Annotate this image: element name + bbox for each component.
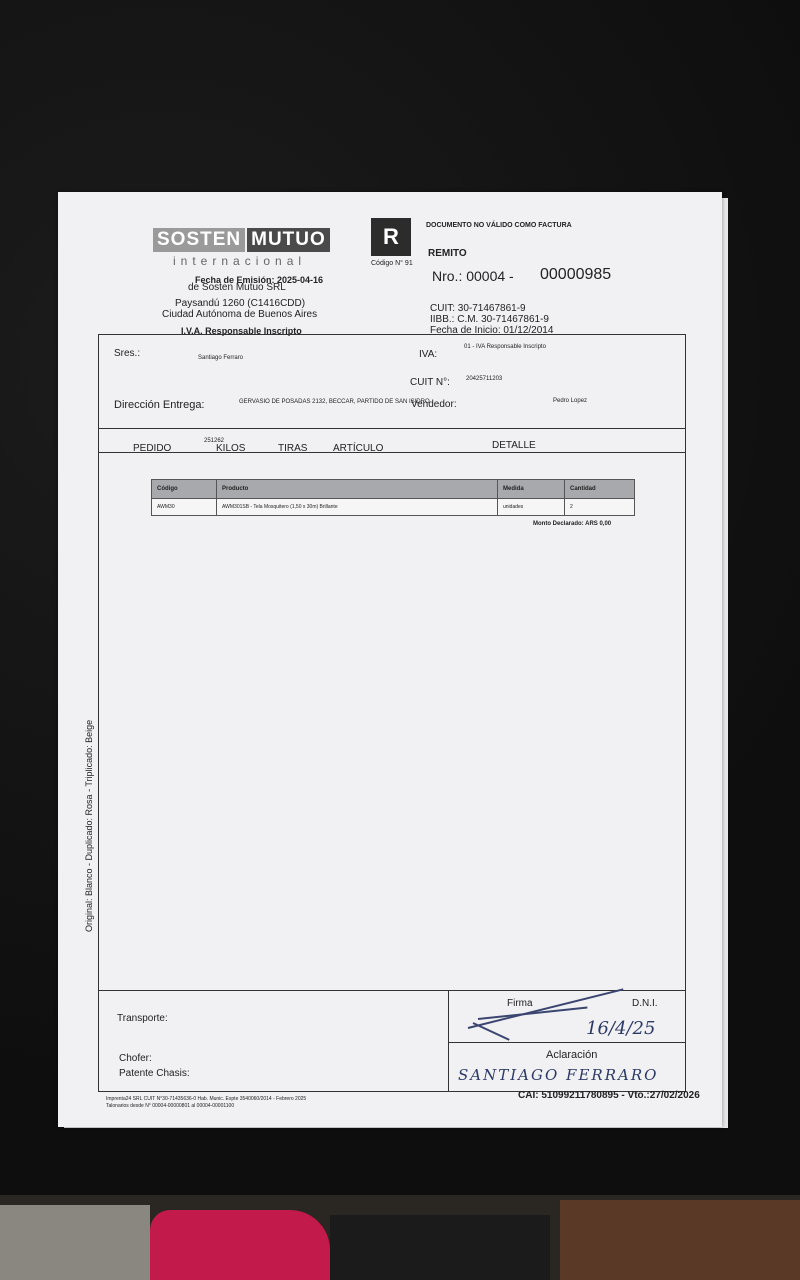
logo-subtitle: internacional (173, 254, 307, 268)
client-divider (98, 428, 685, 429)
doc-inicio: Fecha de Inicio: 01/12/2014 (430, 325, 554, 336)
monto-declarado: Monto Declarado: ARS 0,00 (533, 521, 612, 527)
signature-divider (448, 1042, 685, 1043)
issuer-company: de Sosten Mutuo SRL (188, 282, 286, 293)
logo-part1: SOSTEN (153, 228, 245, 252)
footer-vdivider (448, 990, 449, 1091)
handwritten-name: SANTIAGO FERRARO (458, 1066, 659, 1084)
footer-divider (98, 990, 685, 991)
cuit-label: CUIT N°: (410, 377, 450, 388)
th-cantidad: Cantidad (565, 480, 635, 499)
cell-medida: unidades (498, 499, 565, 516)
col-articulo: ARTÍCULO (333, 443, 384, 454)
col-pedido: PEDIDO (133, 443, 172, 454)
direccion-label: Dirección Entrega: (114, 399, 205, 411)
aclaracion-label: Aclaración (546, 1049, 598, 1061)
direccion-value: GERVASIO DE POSADAS 2132, BECCAR, PARTIDO DE SAN ISIDRO (239, 399, 430, 405)
logo-part2: MUTUO (247, 228, 330, 252)
dni-label: D.N.I. (632, 998, 658, 1009)
sres-value: Santiago Ferraro (198, 355, 244, 361)
iva-value: 01 - IVA Responsable Inscripto (464, 344, 546, 350)
fecha-emision: Fecha de Emisión: 2025-04-16 (195, 275, 324, 285)
col-detalle: DETALLE (492, 440, 536, 451)
vendedor-label: Vendedor: (411, 399, 457, 410)
doc-nro-label: Nro.: 00004 - (432, 268, 514, 284)
doc-type: REMITO (428, 248, 467, 259)
cell-codigo: AWM30 (152, 499, 217, 516)
col-pedido-value: 251262 (204, 438, 225, 444)
vendedor-value: Pedro Lopez (553, 398, 588, 404)
cardboard-box (560, 1200, 800, 1280)
doc-notice: DOCUMENTO NO VÁLIDO COMO FACTURA (426, 222, 572, 229)
printer-info: Imprenta24 SRL CUIT N°30-71435636-0 Hab. Munic. Expte 3540060/2014 - Febrero 2025 (106, 1096, 307, 1102)
main-frame (98, 334, 686, 1092)
cell-producto: AWM301SB - Tela Mosquitero (1,50 x 30m) Brillante (217, 499, 498, 516)
firma-label: Firma (507, 998, 533, 1009)
transporte-label: Transporte: (117, 1013, 168, 1024)
copy-colors-note: Original: Blanco - Duplicado: Rosa - Triplicado: Beige (84, 719, 94, 932)
handwritten-date: 16/4/25 (586, 1018, 656, 1039)
doc-cuit: CUIT: 30-71467861-9 (430, 303, 526, 314)
doc-nro-value: 00000985 (540, 266, 612, 283)
cai-info: CAI: 51099211780895 - Vto.:27/02/2026 (518, 1090, 700, 1101)
issuer-address1: Paysandú 1260 (C1416CDD) (175, 298, 306, 309)
th-codigo: Código (152, 480, 217, 499)
floor-tile (0, 1205, 150, 1280)
col-kilos: KILOS (216, 443, 246, 454)
iva-label: IVA: (419, 349, 438, 360)
items-table (151, 479, 635, 516)
table-row (152, 499, 635, 516)
sres-label: Sres.: (114, 348, 141, 359)
columns-divider (98, 452, 685, 453)
th-producto: Producto (217, 480, 498, 499)
dark-object (330, 1215, 550, 1280)
doc-letter-box: R (371, 218, 411, 256)
pink-shoe (150, 1210, 330, 1280)
th-medida: Medida (498, 480, 565, 499)
company-logo (153, 228, 326, 252)
patente-label: Patente Chasis: (119, 1068, 190, 1079)
issuer-address2: Ciudad Autónoma de Buenos Aires (162, 309, 318, 320)
cell-cantidad: 2 (565, 499, 635, 516)
chofer-label: Chofer: (119, 1053, 152, 1064)
cuit-value: 20425711203 (466, 376, 503, 382)
remito-document (58, 192, 722, 1127)
issuer-iva: I.V.A. Responsable Inscripto (181, 326, 302, 336)
col-tiras: TIRAS (278, 443, 308, 454)
talonarios-info: Talonarios desde N° 00004-00000801 al 00004-00001100 (106, 1103, 235, 1109)
doc-code: Código N° 91 (371, 260, 413, 267)
doc-iibb: IIBB.: C.M. 30-71467861-9 (430, 314, 549, 325)
